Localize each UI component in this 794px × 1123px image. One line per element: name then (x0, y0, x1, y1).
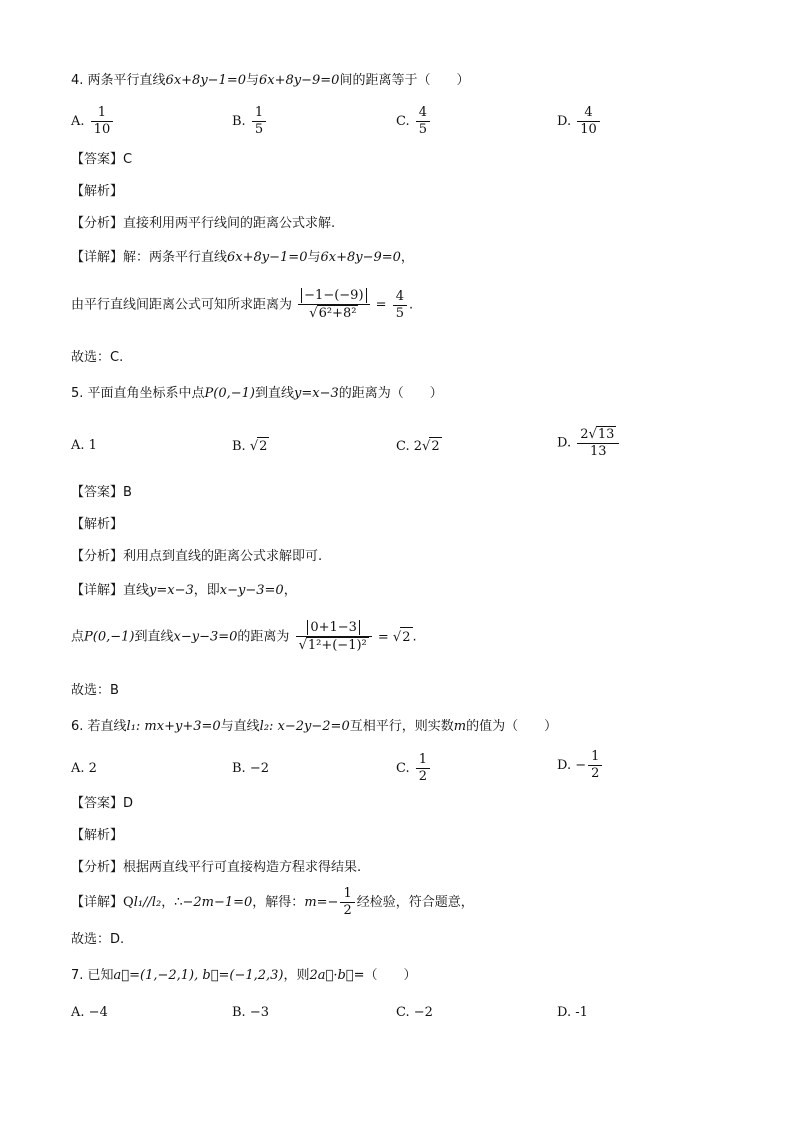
q4-option-a-label: A. (71, 114, 85, 129)
q7-option-b-value: −3 (249, 1005, 269, 1020)
q4-formula-result-den: 5 (393, 305, 407, 322)
q5-fenxi-tag: 【分析】 (71, 549, 124, 564)
q5-option-a-label: A. (71, 438, 85, 453)
q4-option-a-den: 10 (91, 121, 114, 138)
q4-option-c-den: 5 (416, 121, 430, 138)
q5-option-c-label: C. (396, 439, 410, 454)
q5-answer-value: B (123, 485, 132, 500)
q6-detail-sep: ，∴ (161, 895, 183, 910)
q4-option-d-den: 10 (577, 121, 600, 138)
q6-detail (71, 886, 474, 919)
q5-fenxi (71, 548, 322, 566)
q4-formula-result-num: 4 (395, 288, 404, 304)
q5-formula-num: 0+1−3 (307, 620, 360, 635)
q6-option-d-label: D. (557, 758, 572, 773)
q6-detail-mid: ，解得： (252, 895, 305, 910)
q6-stem-end: 的值为（ ） (466, 719, 558, 734)
q6-option-a (71, 760, 97, 778)
q4-answer-value: C (123, 152, 133, 167)
q4-formula-line: 由平行直线间距离公式可知所求距离为 $\frac{-1-(-9)}{\text{√6²+8²}}$ = $\frac{4}{5}$ . (71, 288, 414, 321)
q6-option-d-den: 2 (588, 765, 602, 782)
q7-option-d-label: D. (557, 1005, 572, 1020)
q4-detail-pre: 解：两条平行直线 (123, 250, 228, 265)
q6-option-c-den: 2 (416, 768, 430, 785)
q5-option-b: B. √2 (232, 439, 268, 454)
q5-option-d (557, 426, 621, 460)
q5-option-d-den: 13 (577, 443, 619, 460)
q6-option-c-label: C. (396, 761, 410, 776)
q4-option-d (557, 105, 602, 138)
q4-answer-tag: 【答案】 (71, 152, 124, 167)
q6-option-b (232, 760, 269, 778)
q5-line: y=x−3 (294, 386, 339, 401)
q5-option-d-fraction: $\frac{2√13}{13}$ (577, 426, 619, 460)
q5-formula-result: 2 (400, 627, 412, 648)
q5-conclusion: 故选：B (71, 683, 119, 698)
q6-stem-mid: 与直线 (220, 719, 260, 734)
q5-option-a-value: 1 (88, 438, 97, 453)
q7-stem-mid: ，则 (283, 968, 310, 983)
q6-line2: l₂: x−2y−2=0 (259, 719, 350, 734)
q6-option-c-fraction (416, 752, 430, 785)
q6-answer (71, 795, 133, 813)
q5-answer (71, 484, 132, 502)
q4-detail-mid: 与 (307, 250, 321, 265)
q4-line1: 6x+8y−1=0 (165, 73, 246, 88)
q5-detail (71, 582, 297, 600)
q4-detail-tag: 【详解】 (71, 250, 124, 265)
q7-option-c (396, 1004, 433, 1022)
q5-formula-den: 1²+(−1)² (307, 638, 367, 653)
q4-option-a-fraction (91, 105, 114, 138)
q7-option-c-value: −2 (413, 1005, 433, 1020)
q6-detail-tag: 【详解】 (71, 895, 124, 910)
q6-analysis-heading: 【解析】 (71, 828, 124, 843)
q6-answer-tag: 【答案】 (71, 796, 124, 811)
q5-detail-line1: y=x−3 (149, 583, 194, 598)
q5-formula-end: . (412, 629, 417, 645)
q6-option-a-label: A. (71, 761, 85, 776)
q4-conclusion: 故选：C. (71, 350, 124, 365)
q5-detail-mid: ，即 (193, 583, 220, 598)
q5-option-b-value: 2 (259, 439, 268, 454)
q5-stem-suffix: 的距离为（ ） (338, 386, 443, 401)
q5-stem (71, 385, 443, 403)
q7-option-a-label: A. (71, 1005, 85, 1020)
q7-stem-suffix: =（ ） (353, 968, 417, 983)
q4-option-b (232, 105, 268, 138)
q5-detail-line2: x−y−3=0 (219, 583, 284, 598)
q5-formula-fraction: $\frac{0+1-3}{\text{√1²+(−1)²}}$ (296, 620, 372, 654)
q6-option-a-value: 2 (88, 761, 97, 776)
q7-option-a (71, 1004, 108, 1022)
q4-formula-den: 6²+8² (318, 306, 357, 321)
q5-detail-tag: 【详解】 (71, 583, 124, 598)
q6-detail-m: m=− (304, 895, 339, 910)
q4-option-b-fraction (252, 105, 266, 138)
q6-fenxi-tag: 【分析】 (71, 860, 124, 875)
q6-fenxi (71, 859, 361, 877)
q6-stem (71, 718, 557, 736)
q7-vectors: a⃗=(1,−2,1), b⃗=(−1,2,3) (113, 968, 284, 983)
q4-fenxi-text: 直接利用两平行线间的距离公式求解. (123, 216, 336, 231)
q6-detail-q: Q (123, 895, 134, 910)
q5-option-b-label: B. (232, 439, 246, 454)
q4-formula-end: . (409, 297, 414, 313)
q4-stem-mid: 与 (245, 73, 259, 88)
q4-option-c-label: C. (396, 114, 410, 129)
q6-var: m (453, 719, 467, 734)
q5-option-c: C. 2√2 (396, 439, 440, 454)
q5-option-d-label: D. (557, 435, 572, 451)
q4-option-b-den: 5 (252, 121, 266, 138)
q5-stem-prefix: 5. 平面直角坐标系中点 (71, 386, 205, 401)
q4-fenxi-tag: 【分析】 (71, 216, 124, 231)
q6-option-d-fraction (588, 749, 602, 782)
q6-conclusion: 故选：D. (71, 932, 125, 947)
q4-option-c-num: 4 (418, 105, 428, 120)
q5-fenxi-text: 利用点到直线的距离公式求解即可. (123, 549, 323, 564)
q6-detail-end: 经检验，符合题意， (356, 895, 474, 910)
q5-detail-end: ， (283, 583, 297, 598)
q4-fenxi (71, 215, 335, 233)
q5-option-c-rad: 2 (431, 439, 440, 454)
q5-answer-tag: 【答案】 (71, 485, 124, 500)
q4-line2: 6x+8y−9=0 (259, 73, 340, 88)
q6-stem-suffix: 互相平行，则实数 (349, 719, 454, 734)
q4-option-d-label: D. (557, 114, 572, 129)
q5-option-d-num-coef: 2 (580, 427, 589, 442)
q6-option-d-num: 1 (591, 749, 600, 764)
q5-option-c-coef: 2 (413, 439, 423, 454)
q6-line1: l₁: mx+y+3=0 (126, 719, 221, 734)
q7-expression: 2a⃗·b⃗ (309, 968, 354, 983)
q5-point: P(0,−1) (204, 386, 256, 401)
q4-option-a-num: 1 (97, 105, 107, 120)
q6-detail-den: 2 (340, 902, 354, 919)
q5-formula-line-eq: x−y−3=0 (173, 629, 238, 645)
q6-answer-value: D (123, 796, 134, 811)
q5-analysis-heading: 【解析】 (71, 517, 124, 532)
q6-detail-parallel: l₁//l₂ (133, 895, 162, 910)
q5-formula-pre: 点 (71, 629, 85, 645)
q4-option-b-label: B. (232, 114, 246, 129)
q6-option-b-value: −2 (249, 761, 269, 776)
q6-option-c (396, 752, 432, 785)
q4-option-d-fraction (577, 105, 600, 138)
q5-formula-point: P(0,−1) (84, 629, 135, 645)
q7-option-c-label: C. (396, 1005, 410, 1020)
q5-detail-pre: 直线 (123, 583, 150, 598)
q7-option-d-value: -1 (575, 1005, 588, 1020)
q5-formula-line: 点P(0,−1)到直线x−y−3=0的距离为 $\frac{0+1-3}{\text{√1²+(−1)²}}$ = √2 . (71, 620, 417, 653)
q6-option-d-sign: − (575, 758, 587, 773)
q7-stem (71, 967, 417, 985)
q4-stem (71, 72, 469, 90)
q5-option-a (71, 437, 97, 455)
q6-detail-fraction (340, 886, 354, 919)
q4-analysis-heading: 【解析】 (71, 184, 124, 199)
q4-formula-pre: 由平行直线间距离公式可知所求距离为 (71, 297, 293, 313)
q4-option-c-fraction (416, 105, 430, 138)
q5-formula-mid: 到直线 (134, 629, 174, 645)
q5-formula-mid2: 的距离为 (237, 629, 290, 645)
q5-option-d-num-rad: 13 (597, 427, 615, 442)
q4-option-c (396, 105, 432, 138)
q4-option-a (71, 105, 115, 138)
q7-option-b (232, 1004, 269, 1022)
q4-stem-suffix: 间的距离等于（ ） (339, 73, 470, 88)
q4-detail (71, 249, 414, 267)
q6-detail-eq: −2m−1=0 (182, 895, 253, 910)
q4-detail-line1: 6x+8y−1=0 (227, 250, 308, 265)
q4-option-b-num: 1 (254, 105, 264, 120)
q6-fenxi-text: 根据两直线平行可直接构造方程求得结果. (123, 860, 362, 875)
q4-detail-end: ， (400, 250, 414, 265)
q7-option-a-value: −4 (88, 1005, 108, 1020)
q4-formula-fraction: $\frac{-1-(-9)}{\text{√6²+8²}}$ (298, 288, 369, 322)
q6-option-b-label: B. (232, 761, 246, 776)
q7-option-b-label: B. (232, 1005, 246, 1020)
q6-option-c-num: 1 (418, 752, 428, 767)
q4-stem-prefix: 4. 两条平行直线 (71, 73, 166, 88)
q4-answer (71, 151, 132, 169)
q6-option-d (557, 749, 604, 782)
q4-formula-num: −1−(−9) (301, 288, 366, 303)
q7-stem-prefix: 7. 已知 (71, 968, 114, 983)
q7-option-d (557, 1004, 588, 1022)
q5-stem-mid: 到直线 (255, 386, 295, 401)
q4-formula-result (393, 289, 407, 322)
q4-option-d-num: 4 (584, 105, 593, 120)
q6-stem-prefix: 6. 若直线 (71, 719, 127, 734)
q4-detail-line2: 6x+8y−9=0 (320, 250, 401, 265)
q6-detail-num: 1 (343, 886, 352, 901)
